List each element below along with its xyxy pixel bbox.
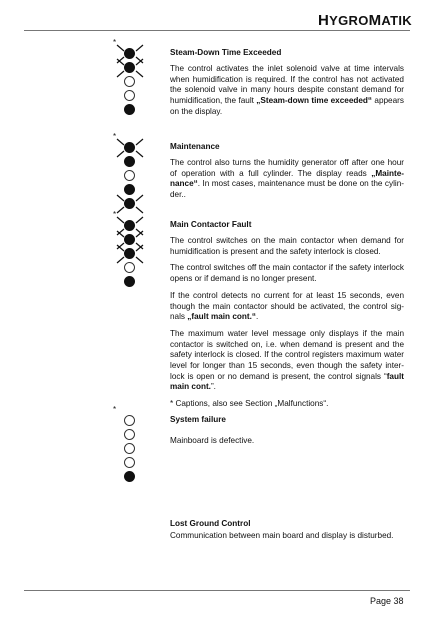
led-indicator-2 — [113, 132, 145, 212]
led-off — [124, 415, 135, 426]
led-off — [124, 170, 135, 181]
section-body: Mainboard is defective. — [170, 436, 255, 445]
led-indicator-1 — [113, 38, 145, 118]
led-on — [124, 248, 135, 259]
caption-asterisk: * — [113, 38, 117, 47]
section-title: Main Contactor Fault — [170, 220, 252, 229]
led-off — [124, 443, 135, 454]
led-on — [124, 471, 135, 482]
section-body: Communication between main board and display is disturbed. — [170, 531, 394, 540]
led-off — [124, 429, 135, 440]
paragraph: The maximum water level message only displays if the main contactor is switched on, i.e. when demand is present and the safety interlock is closed. If the control registers maximum water level for longer than 15 seconds, even though the safety inter-lock is open or no demand is present, the control signals “fault main cont.”. — [170, 328, 404, 392]
captions-note: * Captions, also see Section „Malfunctions“. — [170, 399, 329, 409]
led-on — [124, 104, 135, 115]
led-on — [124, 276, 135, 287]
header-rule — [24, 30, 410, 31]
page-number: Page 38 — [370, 596, 404, 606]
section-title: Steam-Down Time Exceeded — [170, 48, 282, 57]
paragraph: If the control detects no current for at least 15 seconds, even though the main contactor should be activated, the control sig-nals „fault main cont.“. — [170, 290, 404, 322]
section-system-failure — [170, 415, 404, 453]
section-title: Lost Ground Control — [170, 519, 251, 528]
section-body: The control also turns the humidity generator off after one hour of operation with a full cylinder. The display reads „Mainte-nance“. In most cases, maintenance must be done on the cylin-der.. — [170, 158, 404, 200]
caption-asterisk: * — [113, 210, 117, 219]
paragraph: The control switches on the main contactor when demand for humidification is present and the safety interlock is closed. — [170, 236, 404, 256]
caption-asterisk: * — [113, 132, 117, 141]
section-lost-ground — [170, 519, 404, 548]
paragraph: The control switches off the main contactor if the safety interlock opens or if demand is no longer present. — [170, 263, 404, 284]
section-main-contactor — [170, 220, 404, 416]
led-on — [124, 156, 135, 167]
section-body: The control activates the inlet solenoid valve at time intervals when humidification is required. If the control has not activated the solenoid valve in many hours despite constant demand for humidification, the fault „Steam-down time exceeded“ appears on the display. — [170, 64, 404, 116]
led-indicator-4 — [113, 405, 145, 485]
led-off — [124, 76, 135, 87]
led-on — [124, 142, 135, 153]
led-off — [124, 262, 135, 273]
section-title: Maintenance — [170, 142, 220, 151]
led-on — [124, 198, 135, 209]
section-title: System failure — [170, 415, 226, 424]
led-off — [124, 90, 135, 101]
led-indicator-3 — [113, 210, 145, 290]
led-on — [124, 62, 135, 73]
hygromatik-logo: HYGROMATIK — [318, 12, 412, 29]
section-maintenance — [170, 142, 404, 207]
footer-rule — [24, 590, 410, 591]
caption-asterisk: * — [113, 405, 117, 414]
section-steam-down — [170, 48, 404, 124]
led-off — [124, 457, 135, 468]
